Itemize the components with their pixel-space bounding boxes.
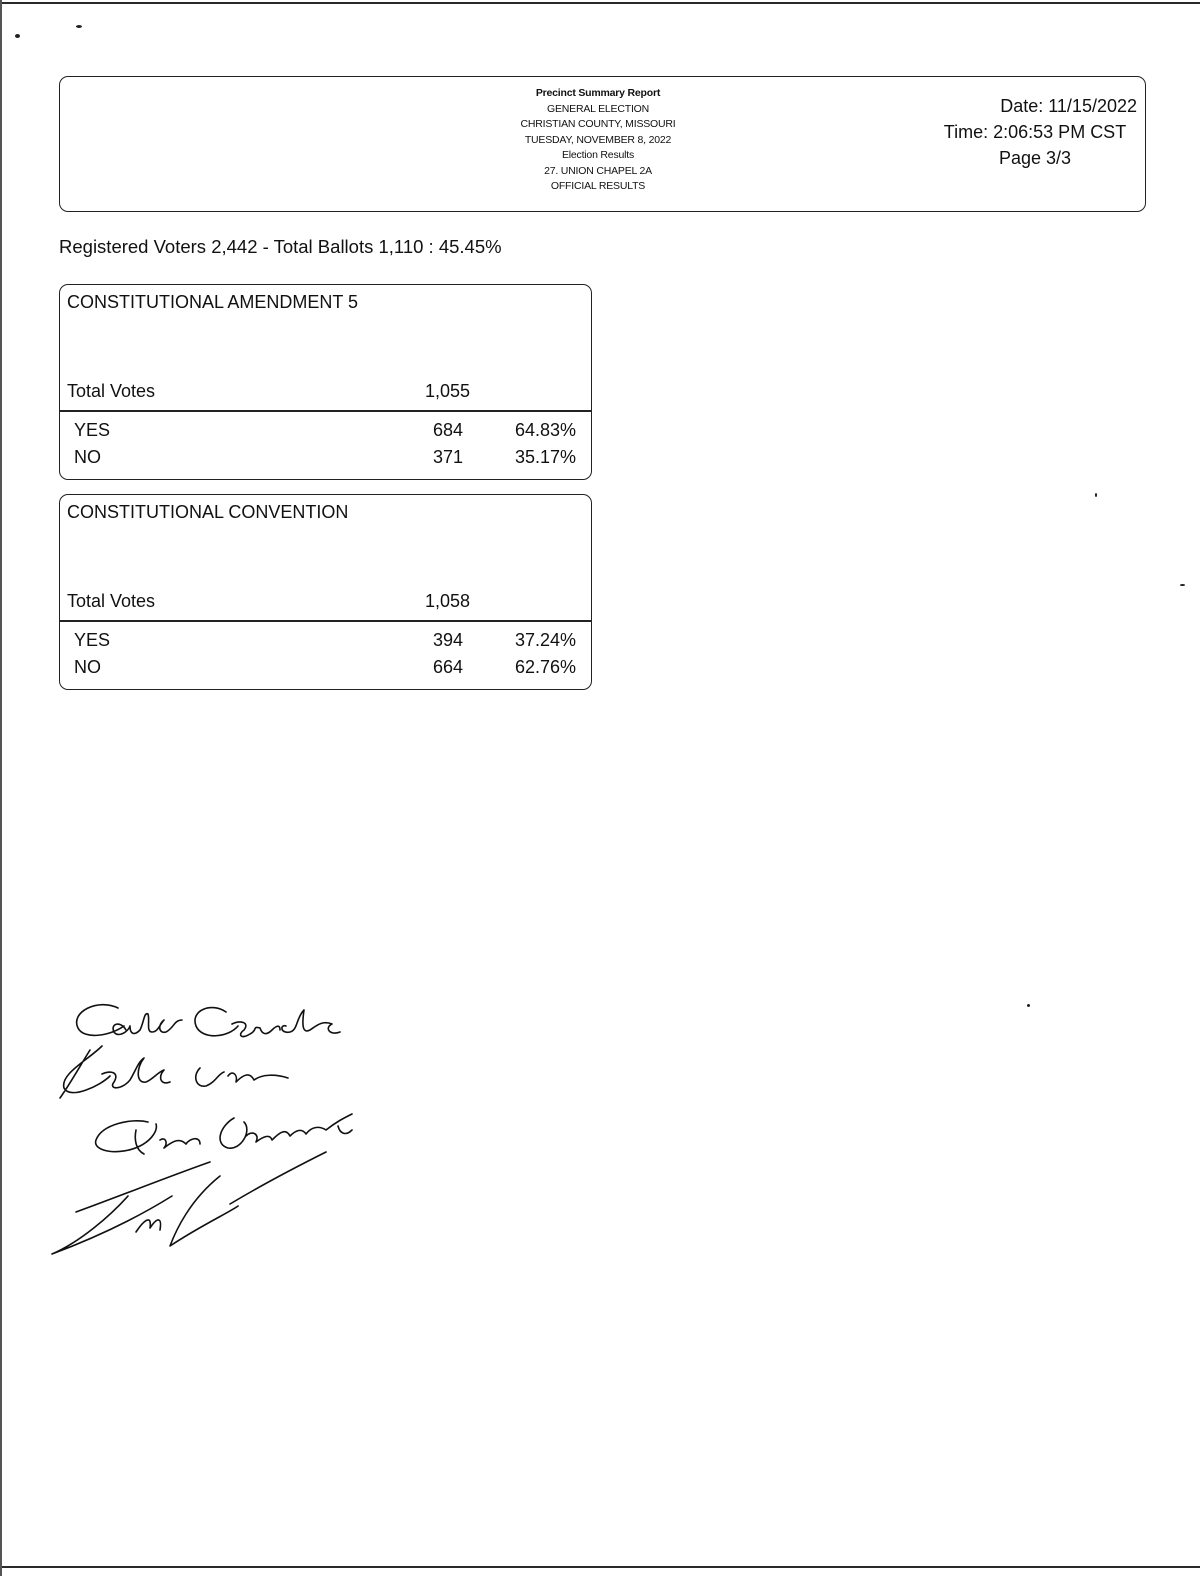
choice-label: YES [74, 420, 111, 440]
choice-percent: 62.76% [514, 657, 576, 677]
signature-2 [60, 1046, 288, 1098]
choice-label: NO [74, 447, 101, 467]
contest-box [59, 494, 592, 690]
page-number: Page 3/3 [998, 148, 1072, 168]
choice-votes: 664 [432, 657, 463, 677]
choice-votes: 371 [432, 447, 463, 467]
choice-row [60, 630, 591, 652]
choice-row [60, 420, 591, 442]
choice-percent: 35.17% [514, 447, 576, 467]
choice-percent: 37.24% [514, 630, 576, 650]
total-votes-value: 1,055 [424, 381, 470, 401]
signatures [40, 990, 400, 1270]
choice-percent: 64.83% [514, 420, 576, 440]
precinct-name: 27. UNION CHAPEL 2A [544, 164, 652, 177]
total-votes-row [67, 591, 591, 613]
choice-label: NO [74, 657, 101, 677]
turnout-summary: Registered Voters 2,442 - Total Ballots 1,110 : 45.45% [59, 236, 502, 257]
contest-box [59, 284, 592, 480]
scan-speck [76, 25, 82, 28]
choice-row [60, 447, 591, 469]
signature-3 [96, 1114, 352, 1154]
signature-1 [77, 1005, 340, 1037]
scan-speck [1027, 1004, 1030, 1007]
results-status: OFFICIAL RESULTS [550, 180, 646, 192]
divider [60, 620, 591, 622]
scan-speck [1180, 584, 1185, 586]
choice-votes: 394 [432, 630, 463, 650]
choice-label: YES [74, 630, 111, 650]
scan-edge-bottom [0, 1566, 1200, 1568]
county-name: CHRISTIAN COUNTY, MISSOURI [520, 118, 676, 130]
election-name: GENERAL ELECTION [546, 102, 650, 115]
contest-title: CONSTITUTIONAL AMENDMENT 5 [67, 292, 359, 312]
choice-row [60, 657, 591, 679]
scan-edge-left [0, 0, 2, 1576]
total-votes-label: Total Votes [67, 591, 156, 611]
election-date: TUESDAY, NOVEMBER 8, 2022 [524, 133, 672, 146]
total-votes-value: 1,058 [424, 591, 470, 611]
report-meta [930, 93, 1140, 171]
report-subtitle: Election Results [561, 149, 635, 161]
report-title: Precinct Summary Report [535, 87, 661, 99]
report-date: Date: 11/15/2022 [1000, 96, 1137, 116]
total-votes-label: Total Votes [67, 381, 156, 401]
scan-speck [1095, 493, 1097, 497]
scan-speck [15, 34, 20, 38]
scan-edge-top [0, 2, 1200, 4]
report-header-titles [360, 86, 836, 195]
total-votes-row [67, 381, 591, 403]
choice-votes: 684 [432, 420, 463, 440]
divider [60, 410, 591, 412]
contest-title: CONSTITUTIONAL CONVENTION [67, 502, 349, 522]
signature-4 [52, 1152, 326, 1254]
report-time: Time: 2:06:53 PM CST [943, 122, 1127, 142]
report-header [59, 76, 1146, 212]
